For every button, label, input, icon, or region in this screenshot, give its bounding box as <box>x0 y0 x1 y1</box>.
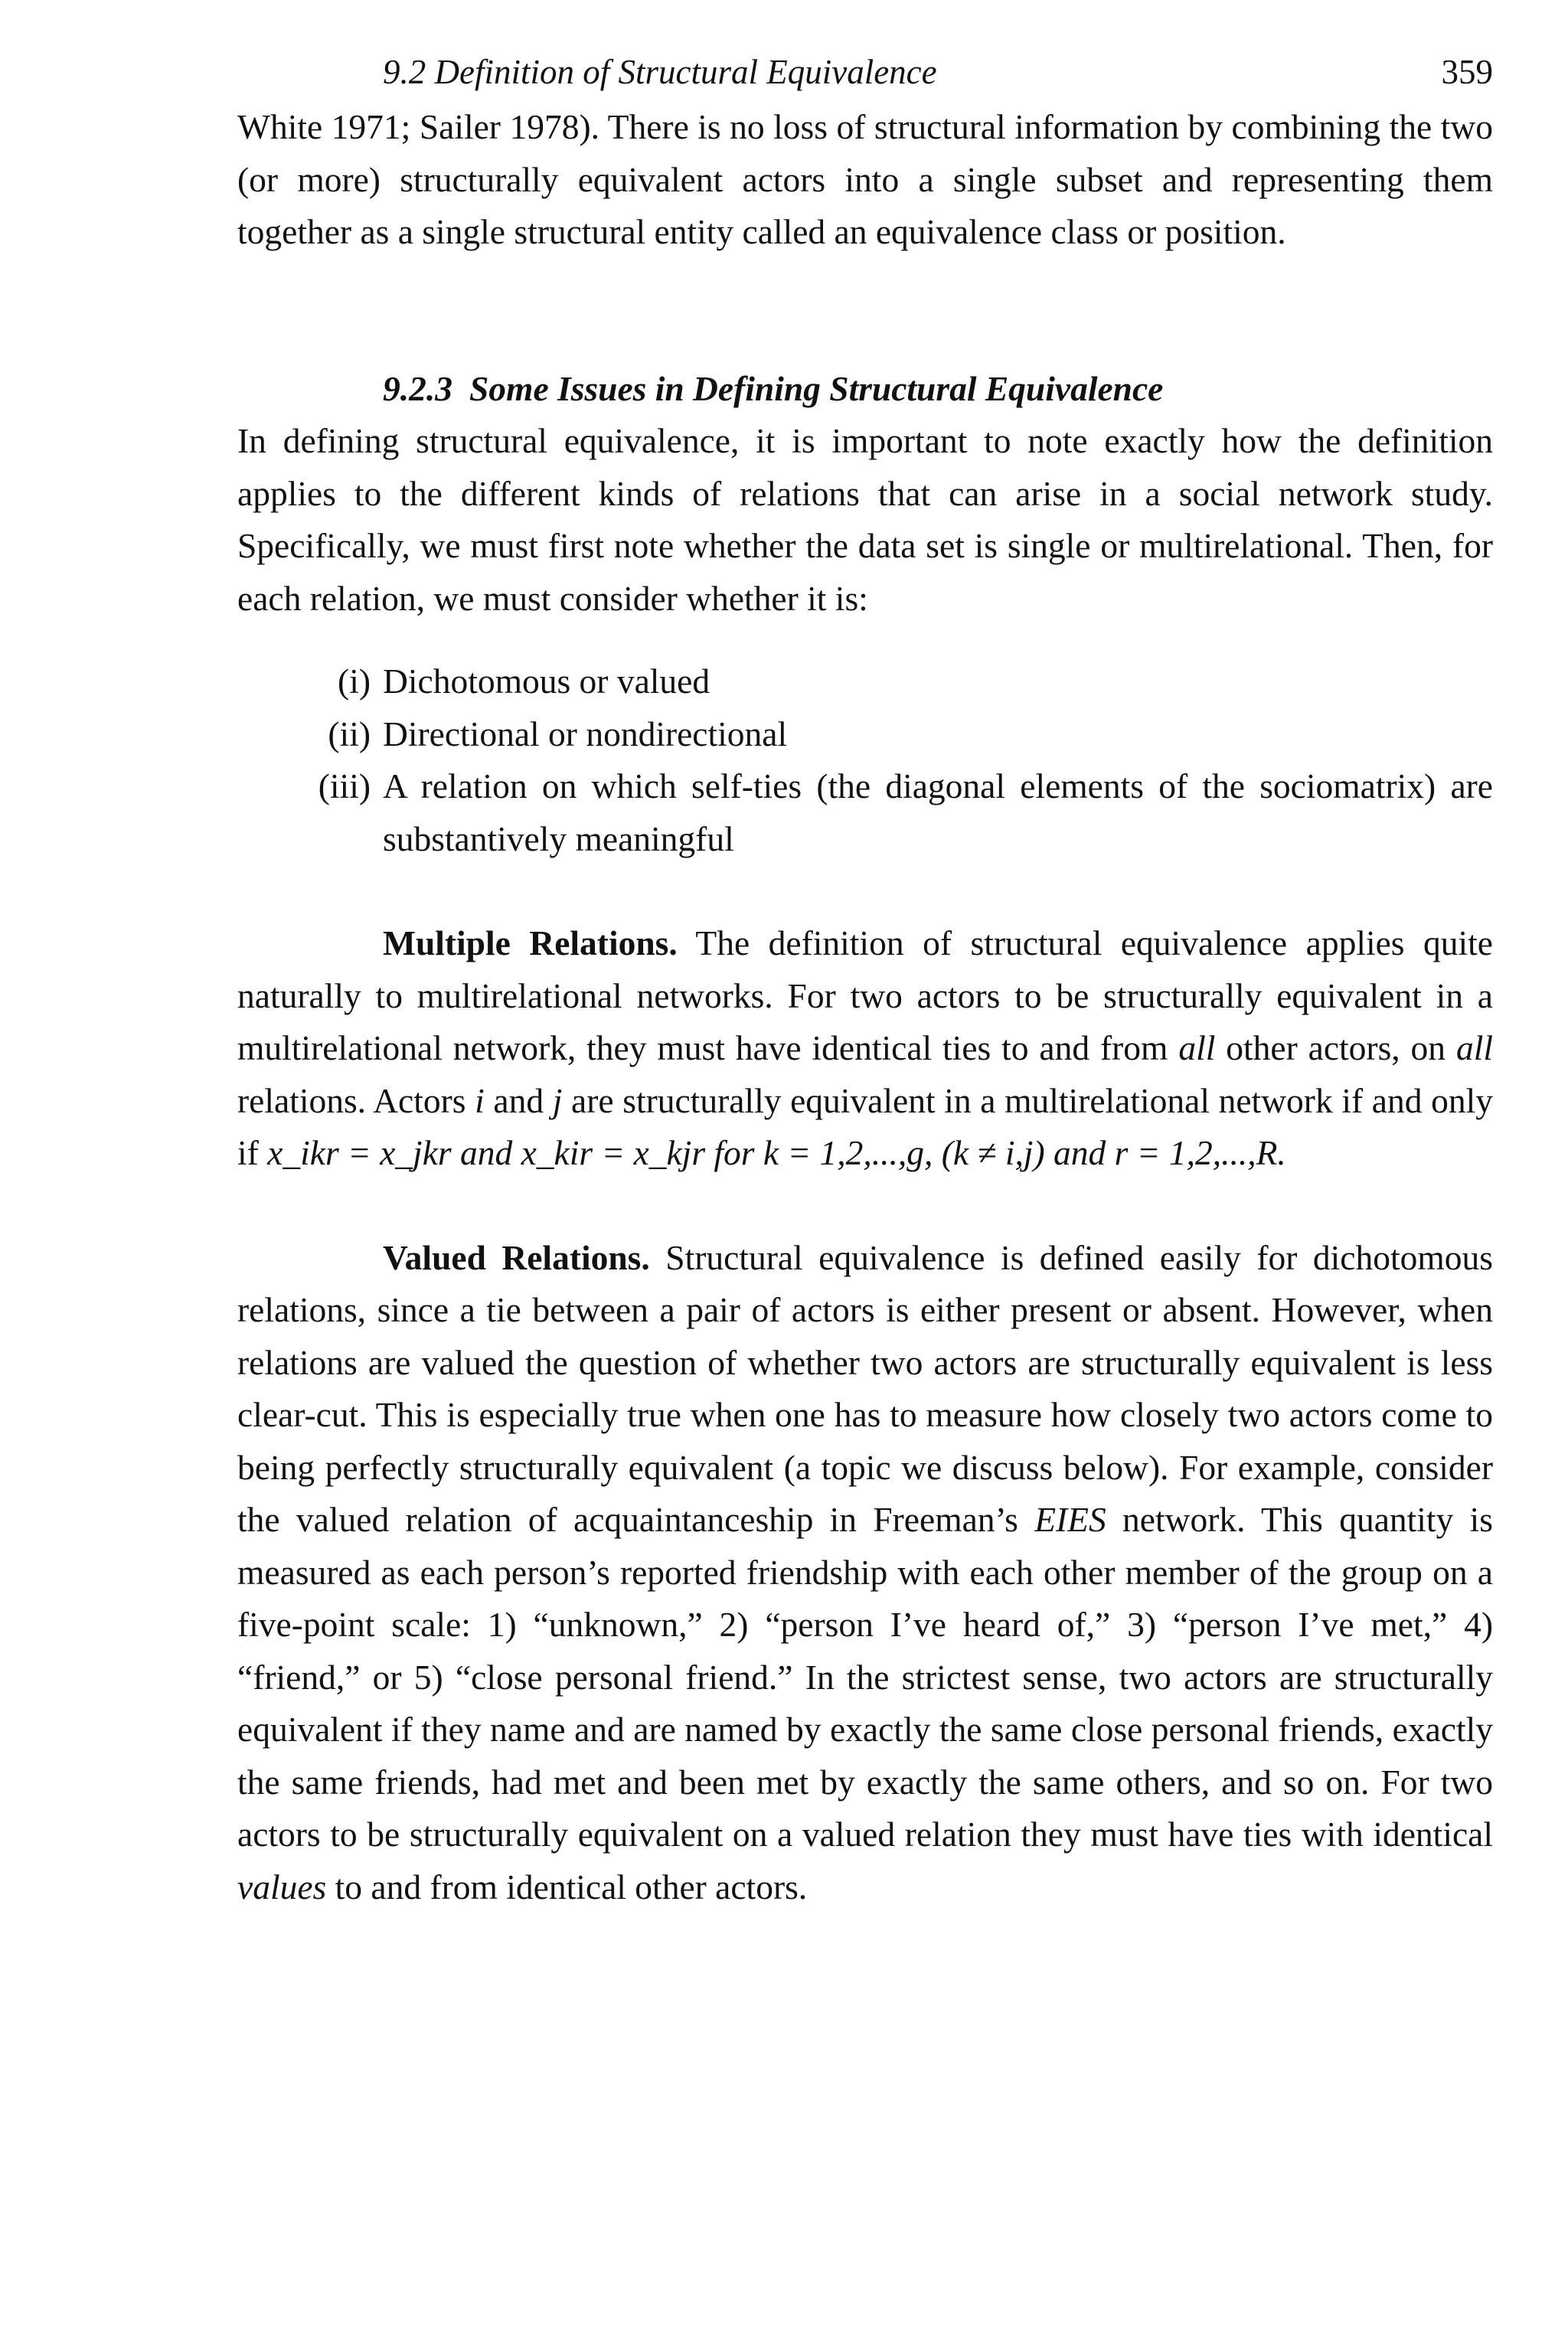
section-heading <box>237 363 1493 416</box>
section-intro-paragraph: In defining structural equivalence, it is important to note exactly how the definition applies to the different kinds of relations that can arise in a social network study. Specifically, we must first note whether the data set is single or multirelational. Then, for each relation, we must consider whether it is: <box>237 421 1493 618</box>
book-page <box>237 46 1493 1913</box>
running-title: 9.2 Definition of Structural Equivalence <box>383 53 937 91</box>
run-in-heading-multiple: Multiple Relations. <box>383 923 678 962</box>
list-item <box>237 655 1493 708</box>
running-head <box>383 46 1493 98</box>
paragraph-text: Structural equivalence is defined easily for dichotomous relations, since a tie between a pair of actors is either present or absent. However, when relations are valued the question of whether two actors are structurally equivalent is less clear-cut. This is especially true when one has to measure how closely two actors come to being perfectly structurally equivalent (a topic we discuss below). For example, consider the valued relation of acquaintanceship in Freeman’s <box>237 1237 1493 1539</box>
paragraph-text: to and from identical other actors. <box>326 1867 808 1906</box>
paragraph-text: network. This quantity is measured as each person’s reported friendship with each other member of the group on a five-point scale: 1) “unknown,” 2) “person I’ve heard of,” 3) “person I’ve met,” 4) “friend,” or 5) “close personal friend.” In the strictest sense, two actors are structurally equivalent if they name and are named by exactly the same close personal friends, exactly the same friends, had met and been met by exactly the same others, and so on. For two actors to be structurally equivalent on a valued relation they must have ties with identical <box>237 1500 1493 1854</box>
continuation-paragraph: White 1971; Sailer 1978). There is no loss of structural information by combining the two (or more) structurally equivalent actors into a single subset and representing them together as a single structural entity called an equivalence class or position. <box>237 107 1493 251</box>
section-number: 9.2.3 <box>383 368 452 408</box>
paragraph-text: other actors, on <box>1215 1028 1456 1067</box>
emphasis-eies: EIES <box>1034 1500 1106 1539</box>
list-item-number: (i) <box>338 662 371 701</box>
list-item <box>237 708 1493 761</box>
math-var-j: j <box>552 1080 563 1120</box>
emphasis-all: all <box>1178 1028 1216 1067</box>
multiple-relations-paragraph <box>237 917 1493 1180</box>
list-item <box>237 760 1493 865</box>
page-number: 359 <box>1441 53 1493 91</box>
conditions-list <box>237 655 1493 865</box>
paragraph-text: are structurally equivalent in a multirelational network if and only if <box>237 1080 1494 1172</box>
list-item-text: Dichotomous or valued <box>383 662 710 701</box>
valued-relations-paragraph <box>237 1232 1493 1914</box>
list-item-number: (ii) <box>328 714 371 753</box>
paragraph-text: The definition of structural equivalence applies quite naturally to multirelational networks. For two actors to be structurally equivalent in a multirelational network, they must have identical ties to and from <box>237 923 1493 1067</box>
list-item-text: Directional or nondirectional <box>383 714 788 753</box>
emphasis-values: values <box>237 1867 327 1906</box>
list-item-text: A relation on which self-ties (the diagonal elements of the sociomatrix) are substantively meaningful <box>383 766 1493 858</box>
math-var-i: i <box>475 1080 485 1120</box>
paragraph-text: relations. Actors <box>237 1080 475 1120</box>
emphasis-all: all <box>1455 1028 1493 1067</box>
list-item-number: (iii) <box>318 766 371 805</box>
section-title: Some Issues in Defining Structural Equivalence <box>469 368 1164 408</box>
paragraph-text: and <box>484 1080 553 1120</box>
run-in-heading-valued: Valued Relations. <box>383 1237 650 1277</box>
equivalence-formula: x_ikr = x_jkr and x_kir = x_kjr for k = 1,2,...,g, (k ≠ i,j) and r = 1,2,...,R. <box>267 1133 1286 1172</box>
